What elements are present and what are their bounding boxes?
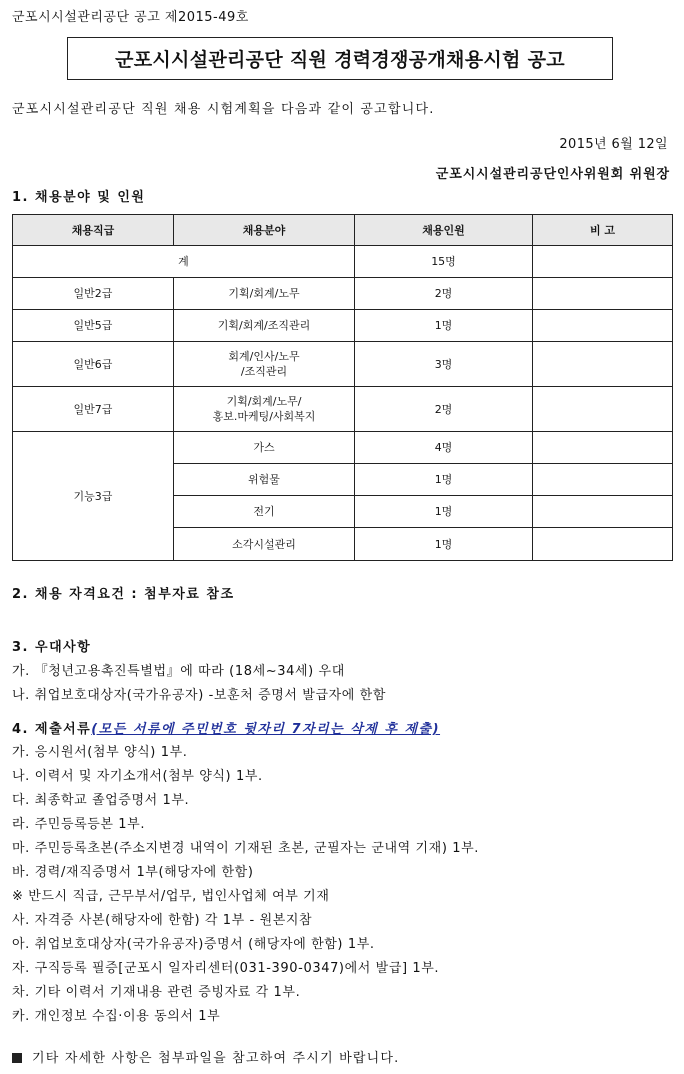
tech-grade-cell: 기능3급 (13, 432, 174, 561)
note-cell (533, 310, 673, 342)
header-note: 비 고 (533, 215, 673, 246)
table-row (13, 342, 673, 387)
section-4-heading (12, 718, 440, 737)
note-cell (533, 432, 673, 464)
total-note (533, 246, 673, 278)
table-row (13, 387, 673, 432)
field-cell: 전기 (174, 496, 355, 528)
section-3-heading: 3. 우대사항 (12, 640, 92, 655)
document-item: 자. 구직등록 필증[군포시 일자리센터(031-390-0347)에서 발급] 1부. (12, 961, 440, 976)
field-cell: 기획/회계/노무 (174, 278, 355, 310)
grade-cell: 일반6급 (13, 342, 174, 387)
table-row (13, 432, 673, 464)
page-title: 군포시시설관리공단 직원 경력경쟁공개채용시험 공고 (67, 37, 613, 80)
table-header-row (13, 215, 673, 246)
intro-text: 군포시시설관리공단 직원 채용 시험계획을 다음과 같이 공고합니다. (12, 102, 435, 117)
field-cell: 위험물 (174, 464, 355, 496)
notice-number: 군포시시설관리공단 공고 제2015-49호 (12, 10, 249, 25)
note-cell (533, 496, 673, 528)
count-cell: 1명 (355, 464, 533, 496)
notice-date: 2015년 6월 12일 (559, 137, 668, 152)
total-count: 15명 (355, 246, 533, 278)
count-cell: 2명 (355, 278, 533, 310)
note-cell (533, 387, 673, 432)
document-item: 라. 주민등록등본 1부. (12, 817, 146, 832)
note-cell (533, 528, 673, 561)
document-item: 아. 취업보호대상자(국가유공자)증명서 (해당자에 한함) 1부. (12, 937, 375, 952)
document-item: 마. 주민등록초본(주소지변경 내역이 기재된 초본, 군필자는 군내역 기재) 1부. (12, 841, 480, 856)
field-line-2: /조직관리 (240, 365, 288, 378)
count-cell: 1명 (355, 496, 533, 528)
footer-note (12, 1047, 400, 1066)
count-cell: 1명 (355, 528, 533, 561)
field-cell: 소각시설관리 (174, 528, 355, 561)
section-1-heading: 1. 채용분야 및 인원 (12, 190, 146, 205)
section-4-warning: (모든 서류에 주민번호 뒷자리 7자리는 삭제 후 제출) (91, 722, 441, 737)
header-field: 채용분야 (174, 215, 355, 246)
section-4-title: 4. 제출서류 (12, 722, 92, 737)
section-2-heading: 2. 채용 자격요건 : 첨부자료 참조 (12, 587, 235, 602)
count-cell: 2명 (355, 387, 533, 432)
count-cell: 3명 (355, 342, 533, 387)
preference-item: 가. 『청년고용촉진특별법』에 따라 (18세~34세) 우대 (12, 664, 345, 679)
field-line-1: 회계/인사/노무 (228, 350, 300, 363)
header-count: 채용인원 (355, 215, 533, 246)
document-item: 나. 이력서 및 자기소개서(첨부 양식) 1부. (12, 769, 263, 784)
document-item: 차. 기타 이력서 기재내용 관련 증빙자료 각 1부. (12, 985, 301, 1000)
document-item: ※ 반드시 직급, 근무부서/업무, 법인사업체 여부 기재 (12, 889, 330, 904)
field-cell: 가스 (174, 432, 355, 464)
field-cell (174, 387, 355, 432)
recruitment-table (12, 214, 673, 561)
table-row-total (13, 246, 673, 278)
document-item: 가. 응시원서(첨부 양식) 1부. (12, 745, 188, 760)
footer-note-text: 기타 자세한 사항은 첨부파일을 참고하여 주시기 바랍니다. (32, 1051, 400, 1066)
table-row (13, 310, 673, 342)
total-label: 계 (13, 246, 355, 278)
table-row (13, 278, 673, 310)
document-item: 사. 자격증 사본(해당자에 한함) 각 1부 - 원본지참 (12, 913, 313, 928)
note-cell (533, 464, 673, 496)
preference-item: 나. 취업보호대상자(국가유공자) -보훈처 증명서 발급자에 한함 (12, 688, 386, 703)
note-cell (533, 278, 673, 310)
square-bullet-icon (12, 1053, 22, 1063)
document-item: 다. 최종학교 졸업증명서 1부. (12, 793, 190, 808)
note-cell (533, 342, 673, 387)
count-cell: 4명 (355, 432, 533, 464)
document-item: 바. 경력/재직증명서 1부(해당자에 한함) (12, 865, 254, 880)
count-cell: 1명 (355, 310, 533, 342)
signer: 군포시시설관리공단인사위원회 위원장 (435, 167, 670, 182)
grade-cell: 일반5급 (13, 310, 174, 342)
grade-cell: 일반7급 (13, 387, 174, 432)
document-item: 카. 개인정보 수집·이용 동의서 1부 (12, 1009, 221, 1024)
field-line-1: 기획/회계/노무/ (226, 395, 302, 408)
field-cell (174, 342, 355, 387)
grade-cell: 일반2급 (13, 278, 174, 310)
field-line-2: 홍보.마케팅/사회복지 (212, 410, 316, 423)
header-grade: 채용직급 (13, 215, 174, 246)
field-cell: 기획/회계/조직관리 (174, 310, 355, 342)
